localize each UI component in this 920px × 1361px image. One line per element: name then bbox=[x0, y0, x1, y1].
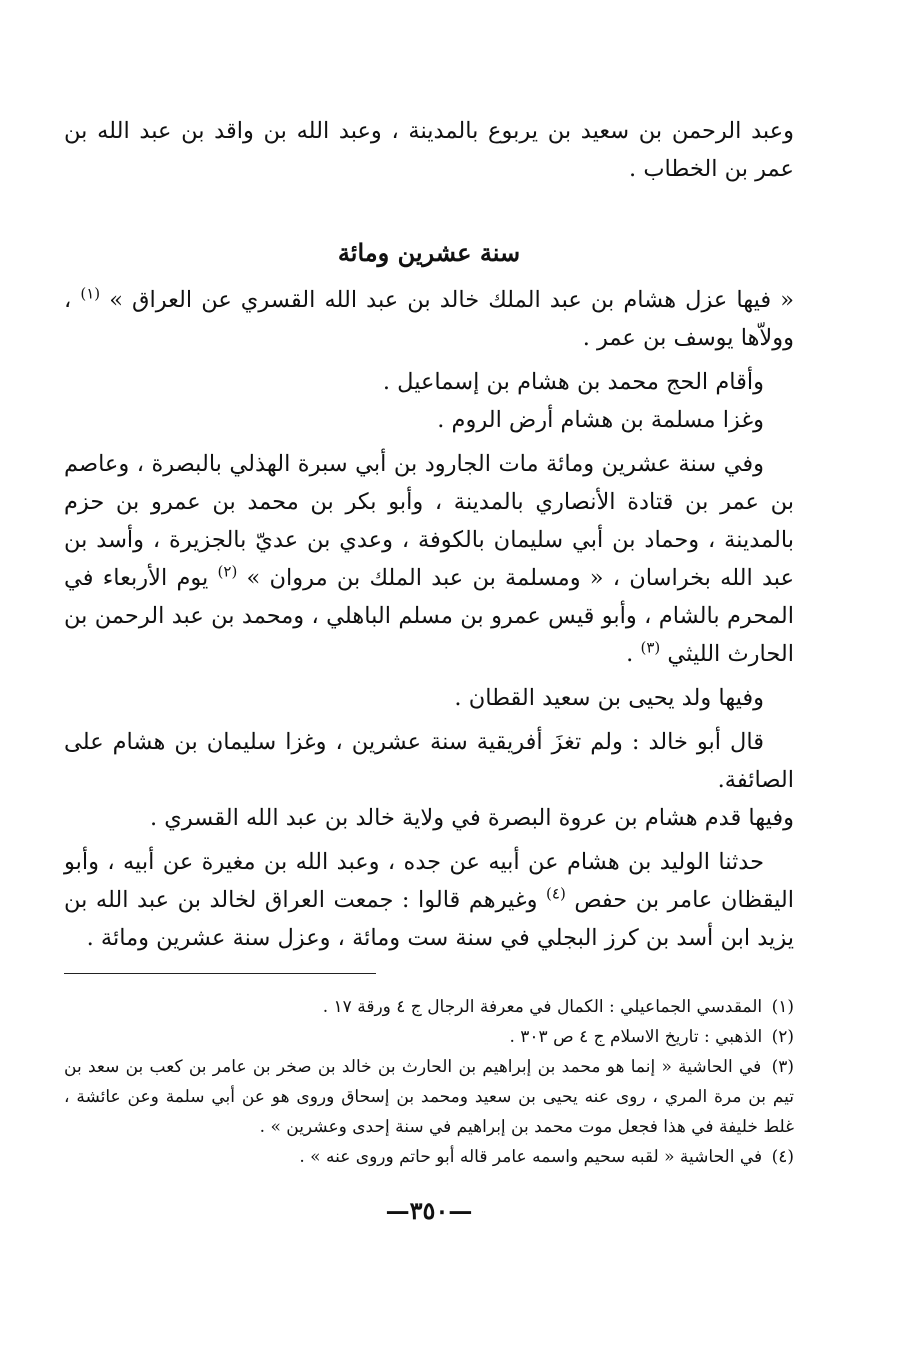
footnote-number: (٤) bbox=[771, 1147, 794, 1167]
footnote-4 bbox=[64, 1142, 794, 1172]
continuation-paragraph: وعبد الرحمن بن سعيد بن يربوع بالمدينة ، وعبد الله بن واقد بن عبد الله بن عمر بن الخطاب . bbox=[64, 118, 794, 182]
footnote-text: في الحاشية « إنما هو محمد بن إبراهيم بن الحارث بن خالد بن صخر بن عامر بن كعب بن سعد بن تيم بن مرة المري ، روى عنه يحيى بن سعيد ومحمد بن إسحاق وروى هو عن أبي سلمة وعن عائشة ، غلط خليفة في هذا فجعل موت محمد بن إبراهيم في سنة إحدى وعشرين » . bbox=[64, 1057, 794, 1137]
footnote-number: (٣) bbox=[771, 1057, 795, 1077]
paragraph-1-tail: ، وولاّها يوسف بن عمر . bbox=[64, 287, 794, 351]
footnote-ref-2[interactable]: (٢) bbox=[217, 562, 238, 581]
paragraph-4-part-a: وفي سنة عشرين ومائة مات الجارود بن أبي سبرة الهذلي بالبصرة ، وعاصم بن عمر بن قتادة الأنصاري بالمدينة ، وأبو بكر بن محمد بن عمرو بن حزم بالمدينة ، وحماد بن أبي سليمان بالكوفة ، وعدي بن عديّ بالجزيرة ، وأسد بن عبد الله بخراسان ، « ومسلمة بن عبد الملك بن مروان » bbox=[64, 451, 795, 591]
footnote-text: المقدسي الجماعيلي : الكمال في معرفة الرجال ج ٤ ورقة ١٧ . bbox=[322, 997, 763, 1017]
paragraph-1 bbox=[64, 281, 794, 357]
footnote-ref-3[interactable]: (٣) bbox=[640, 638, 661, 657]
footnote-text: الذهبي : تاريخ الاسلام ج ٤ ص ٣٠٣ . bbox=[509, 1027, 763, 1047]
paragraph-6: قال أبو خالد : ولم تغزَ أفريقية سنة عشرين ، وغزا سليمان بن هشام على الصائفة. bbox=[64, 729, 794, 793]
paragraph-4 bbox=[64, 445, 794, 673]
footnote-number: (٢) bbox=[771, 1027, 794, 1047]
paragraph-3: وغزا مسلمة بن هشام أرض الروم . bbox=[437, 407, 764, 433]
document-page bbox=[64, 112, 794, 1352]
footnote-text: في الحاشية « لقبه سحيم واسمه عامر قاله أبو حاتم وروى عنه » . bbox=[299, 1147, 763, 1167]
paragraph-7: وفيها قدم هشام بن عروة البصرة في ولاية خالد بن عبد الله القسري . bbox=[149, 805, 794, 831]
paragraph-8-part-b: وغيرهم قالوا : جمعت العراق لخالد بن عبد الله بن يزيد ابن أسد بن كرز البجلي في سنة ست ومائة ، وعزل سنة عشرين ومائة . bbox=[64, 887, 794, 951]
paragraph-5: وفيها ولد يحيى بن سعيد القطان . bbox=[454, 685, 764, 711]
footnote-ref-4[interactable]: (٤) bbox=[546, 884, 566, 903]
footnote-2 bbox=[64, 1022, 794, 1052]
paragraph-2: وأقام الحج محمد بن هشام بن إسماعيل . bbox=[382, 369, 764, 395]
footnote-number: (١) bbox=[771, 997, 794, 1017]
footnotes bbox=[64, 992, 794, 1172]
paragraph-1-main: « فيها عزل هشام بن عبد الملك خالد بن عبد الله القسري عن العراق » bbox=[109, 287, 794, 313]
paragraph-4-part-b: يوم الأربعاء في المحرم بالشام ، وأبو قيس عمرو بن مسلم الباهلي ، ومحمد بن عبد الرحمن بن الحارث الليثي bbox=[64, 565, 794, 667]
paragraph-4-part-c: . bbox=[626, 641, 634, 667]
footnote-ref-1[interactable]: (١) bbox=[80, 284, 101, 303]
paragraph-8-part-a: حدثنا الوليد بن هشام عن أبيه عن جده ، وعبد الله بن مغيرة عن أبيه ، وأبو اليقظان عامر بن حفص bbox=[64, 849, 794, 913]
paragraph-8 bbox=[64, 843, 794, 957]
footnote-3 bbox=[64, 1052, 794, 1142]
footnote-divider bbox=[64, 973, 376, 974]
section-title: سنة عشرين ومائة bbox=[337, 238, 521, 267]
footnote-1 bbox=[64, 992, 794, 1022]
page-number: —٣٥٠— bbox=[385, 1196, 473, 1225]
